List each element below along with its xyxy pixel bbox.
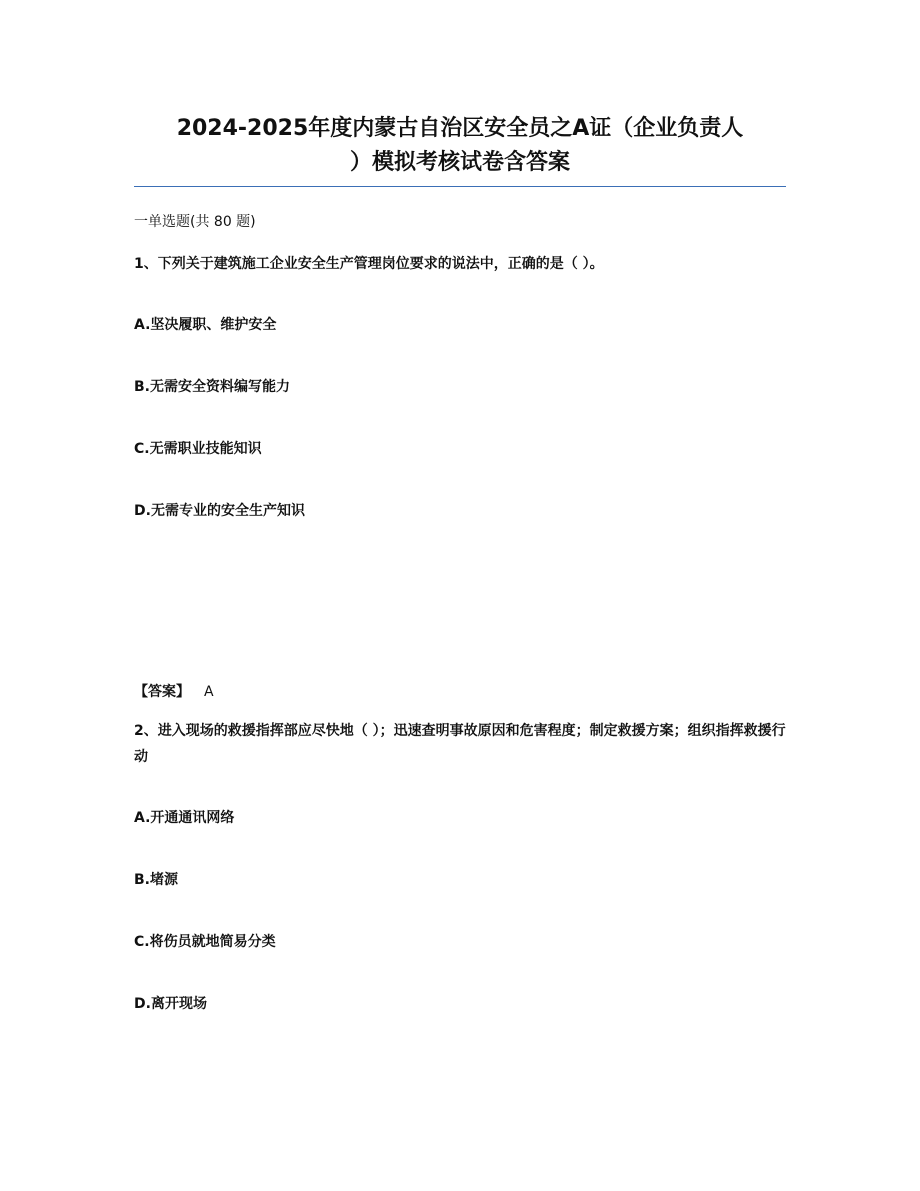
question-1-option-a: A.坚决履职、维护安全 [134,317,277,333]
answer-value: A [204,684,214,700]
question-2-option-b: B.堵源 [134,872,178,888]
question-2-option-c: C.将伤员就地简易分类 [134,934,276,950]
title-line-2: ）模拟考核试卷含答案 [349,150,570,175]
question-2-option-d: D.离开现场 [134,996,207,1012]
question-1-answer [134,682,214,702]
question-2-option-a: A.开通通讯网络 [134,810,235,826]
question-2-text: 2、进入现场的救援指挥部应尽快地（ ）；迅速查明事故原因和危害程度；制定救援方案；组织指挥救援行动 [134,723,786,765]
question-1-option-d: D.无需专业的安全生产知识 [134,503,305,519]
document-title [134,112,786,180]
answer-label: 【答案】 [134,684,190,700]
title-line-1: 2024-2025年度内蒙古自治区安全员之A证（企业负责人 [176,116,744,141]
section-heading: 一单选题(共 80 题) [134,214,256,230]
title-divider [134,186,786,187]
question-1-text: 1、下列关于建筑施工企业安全生产管理岗位要求的说法中，正确的是（ ）。 [134,256,604,272]
question-1-option-b: B.无需安全资料编写能力 [134,379,290,395]
question-1-option-c: C.无需职业技能知识 [134,441,262,457]
